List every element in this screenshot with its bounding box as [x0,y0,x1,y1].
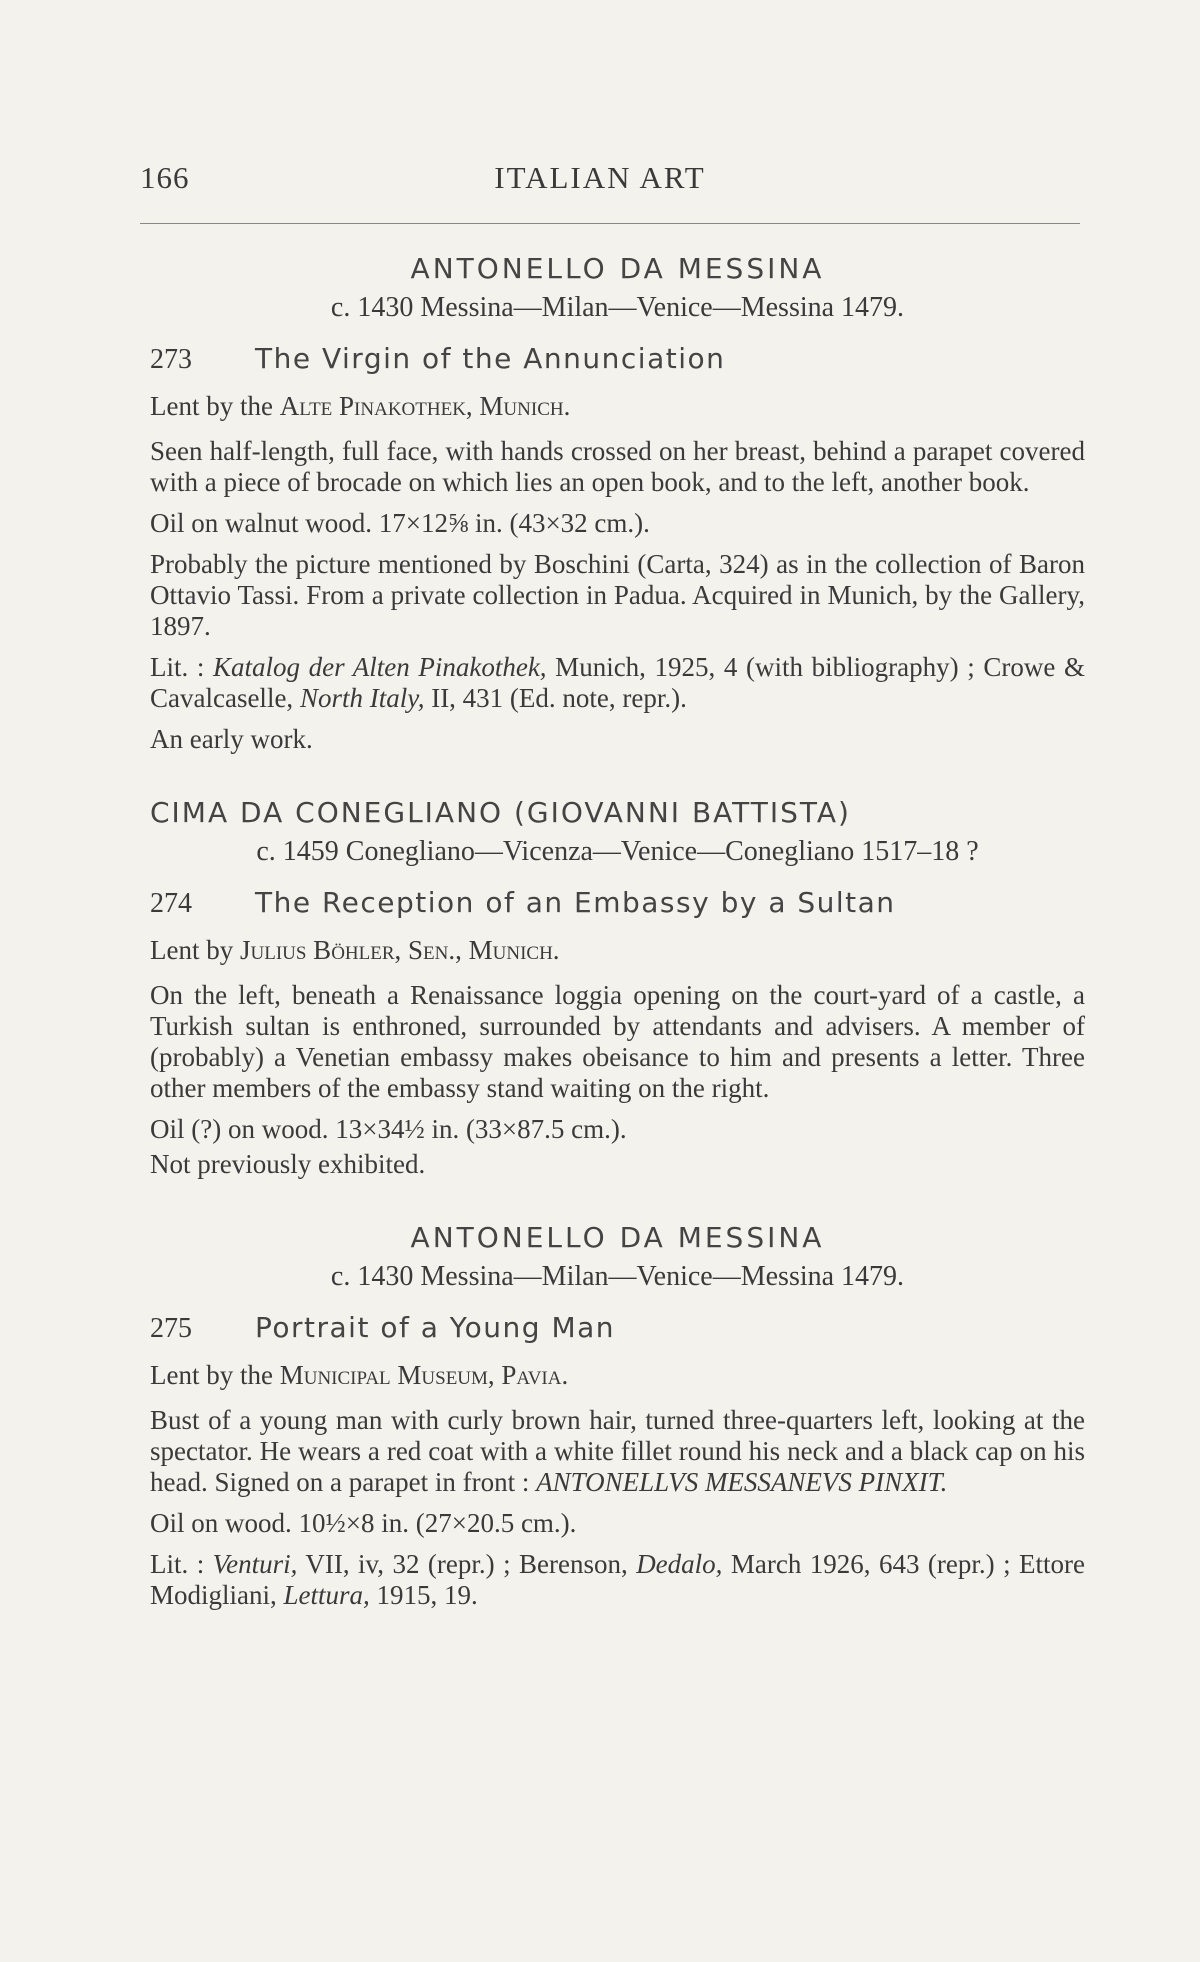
work-medium: Oil on wood. 10½×8 in. (27×20.5 cm.). [150,1508,577,1538]
lit-title: Dedalo, [636,1549,723,1579]
lit-title: North Italy, [299,683,425,713]
lender-name: Alte Pinakothek, Munich. [279,391,571,421]
catalogue-number: 275 [150,1313,192,1344]
literature [150,652,1085,714]
lit-title: Lettura, [283,1580,370,1610]
entry-heading [150,887,1085,919]
work-medium: Oil on walnut wood. 17×12⅝ in. (43×32 cm.). [150,508,650,538]
catalogue-number: 273 [150,344,192,375]
page-number: 166 [140,160,190,195]
lit-text: March 1926, 643 (repr.) ; Ettore Modigliani, [150,1549,1085,1610]
catalogue-number: 274 [150,888,192,919]
artist-heading: CIMA DA CONEGLIANO (GIOVANNI BATTISTA) [150,796,851,829]
lit-label: Lit. : [150,652,213,682]
lender-line [150,391,1085,422]
lit-title: Venturi, [212,1549,298,1579]
work-description: Seen half-length, full face, with hands crossed on her breast, behind a parapet covered with a piece of brocade on which lies an open book, and to the left, another book. [150,436,1085,497]
work-title: Portrait of a Young Man [255,1311,616,1344]
running-title: ITALIAN ART [494,160,706,195]
entry-heading [150,1312,1085,1344]
lender-line [150,1360,1085,1391]
artist-dates: c. 1430 Messina—Milan—Venice—Messina 1479. [330,1261,905,1292]
signature-inscription: ANTONELLVS MESSANEVS PINXIT. [536,1467,948,1497]
lender-prefix: Lent by [150,935,240,965]
artist-dates: c. 1459 Conegliano—Vicenza—Venice—Conegliano 1517–18 ? [256,836,979,867]
lit-label: Lit. : [150,1549,213,1579]
artist-dates: c. 1430 Messina—Milan—Venice—Messina 1479. [330,292,905,323]
work-description [150,1405,1085,1498]
header-rule [140,223,1080,224]
page-header [140,160,1060,210]
entry-remark: An early work. [150,724,313,754]
page-content [150,253,1085,1621]
entry-heading [150,343,1085,375]
work-title: The Reception of an Embassy by a Sultan [255,886,896,919]
lit-title: Katalog der Alten Pinakothek, [213,652,547,682]
catalogue-entry-275 [150,1222,1085,1611]
description-text: Bust of a young man with curly brown hair, turned three-quarters left, looking at the spectator. He wears a red coat with a white fillet round his neck and a black cap on his head. Signed on a parapet in front : [150,1405,1085,1497]
lender-prefix: Lent by the [150,391,280,421]
lit-text: Munich, 1925, 4 (with bibliography) ; Crowe & Cavalcaselle, [150,652,1085,713]
artist-heading: ANTONELLO DA MESSINA [410,252,825,285]
literature [150,1549,1085,1611]
lender-prefix: Lent by the [150,1360,280,1390]
work-description: On the left, beneath a Renaissance loggia opening on the court-yard of a castle, a Turkish sultan is enthroned, surrounded by attendants and advisers. A member of (probably) a Venetian embassy makes obeisance to him and presents a letter. Three other members of the embassy stand waiting on the right. [150,980,1085,1103]
lit-text: II, 431 (Ed. note, repr.). [424,683,687,713]
catalogue-entry-274 [150,797,1085,1180]
lit-text: VII, iv, 32 (repr.) ; Berenson, [297,1549,637,1579]
lender-line [150,935,1085,966]
work-title: The Virgin of the Annunciation [255,342,726,375]
catalogue-entry-273 [150,253,1085,755]
lender-name: Municipal Museum, Pavia. [279,1360,569,1390]
lit-text: 1915, 19. [369,1580,478,1610]
lender-name: Julius Böhler, Sen., Munich. [239,935,560,965]
work-medium: Oil (?) on wood. 13×34½ in. (33×87.5 cm.). [150,1114,627,1144]
entry-remark: Not previously exhibited. [150,1149,426,1179]
provenance-notes: Probably the picture mentioned by Boschini (Carta, 324) as in the collection of Baron Ottavio Tassi. From a private collection in Padua. Acquired in Munich, by the Gallery, 1897. [150,549,1085,641]
artist-heading: ANTONELLO DA MESSINA [410,1221,825,1254]
